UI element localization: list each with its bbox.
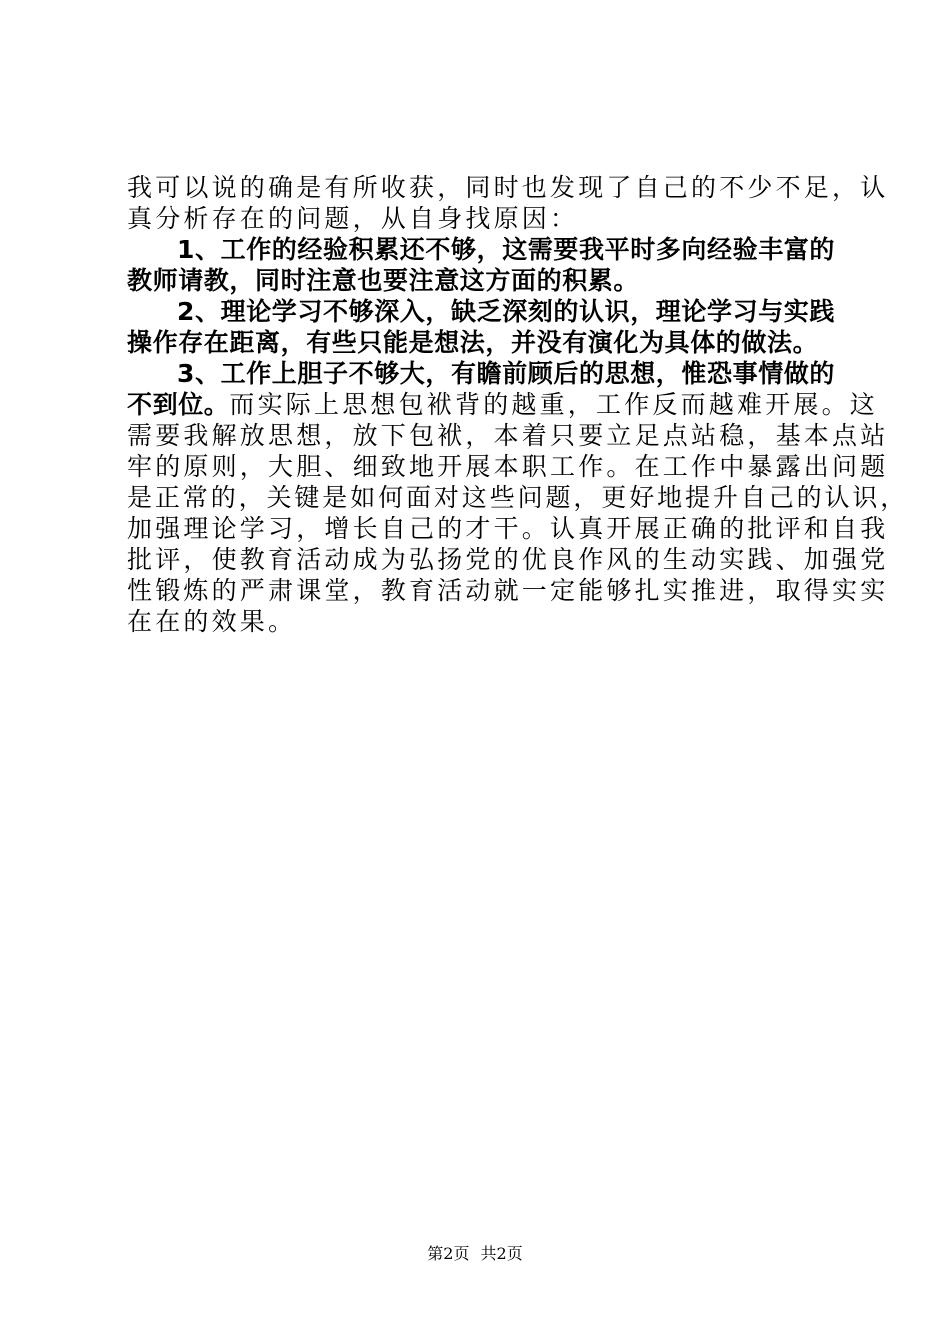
body-line-14: 性锻炼的严肃课堂，教育活动就一定能够扎实推进，取得实实 [127, 576, 889, 605]
page-number-current: 第2页 [427, 1244, 470, 1263]
body-line-11: 是正常的，关键是如何面对这些问题，更好地提升自己的认识， [127, 483, 909, 512]
body-line-2: 真分析存在的问题，从自身找原因： [127, 204, 579, 233]
list-item-3-line-2 [127, 389, 879, 420]
list-item-2-line-2: 操作存在距离，有些只能是想法，并没有演化为具体的做法。 [127, 328, 819, 357]
list-item-1-line-1: 1、工作的经验积累还不够，这需要我平时多向经验丰富的 [177, 235, 835, 264]
body-line-12: 加强理论学习，增长自己的才干。认真开展正确的批评和自我 [127, 514, 889, 543]
body-line-10: 牢的原则，大胆、细致地开展本职工作。在工作中暴露出问题 [127, 452, 889, 481]
body-line-15: 在在的效果。 [127, 607, 297, 636]
list-item-3-bold-end: 不到位。 [127, 390, 230, 419]
page-number-total: 共2页 [480, 1244, 523, 1263]
list-item-1-line-2: 教师请教，同时注意也要注意这方面的积累。 [127, 266, 640, 295]
document-body [127, 172, 909, 637]
body-line-9: 需要我解放思想，放下包袱，本着只要立足点站稳，基本点站 [127, 421, 889, 450]
list-item-3-line-1: 3、工作上胆子不够大，有瞻前顾后的思想，惟恐事情做的 [177, 359, 835, 388]
body-line-1: 我可以说的确是有所收获，同时也发现了自己的不少不足，认 [127, 173, 889, 202]
page-footer [0, 1244, 950, 1264]
list-item-2-line-1: 2、理论学习不够深入，缺乏深刻的认识，理论学习与实践 [177, 297, 835, 326]
list-item-3-continuation: 而实际上思想包袱背的越重，工作反而越难开展。这 [229, 390, 879, 419]
body-line-13: 批评，使教育活动成为弘扬党的优良作风的生动实践、加强党 [127, 545, 889, 574]
